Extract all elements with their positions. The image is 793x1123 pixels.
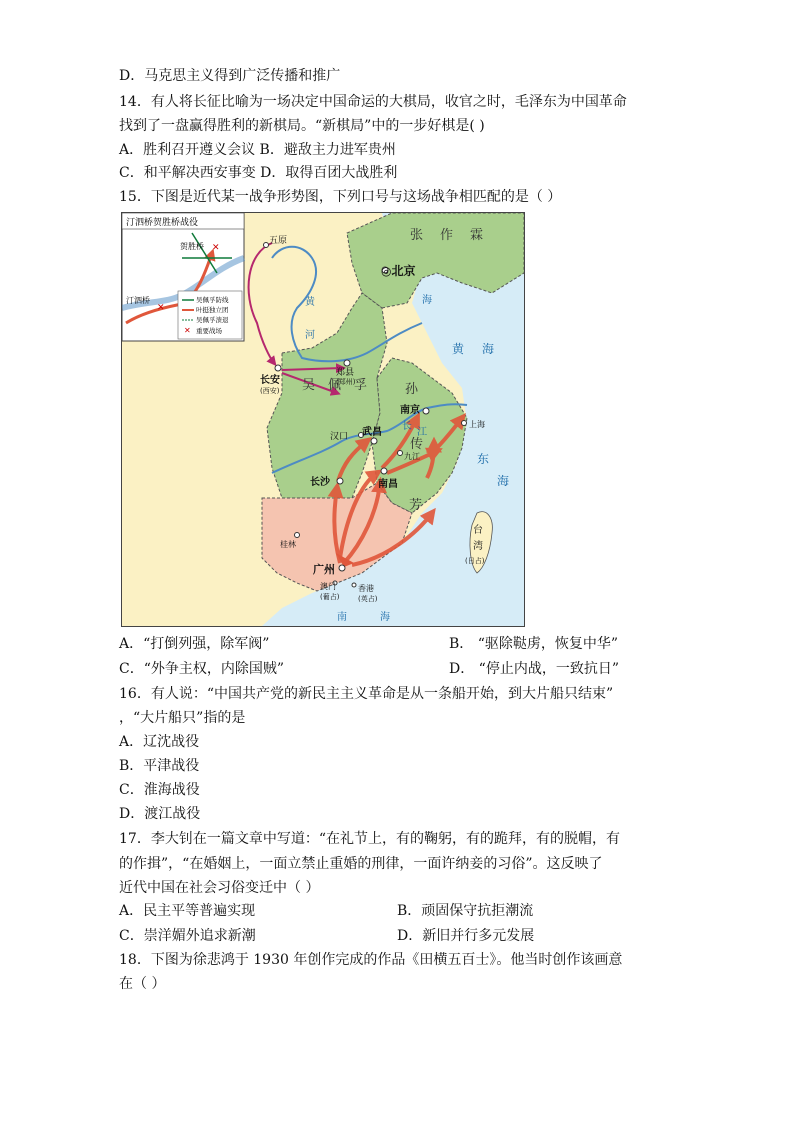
warlord-char-6: 孚 [354, 378, 368, 393]
q18-stem-1: 18．下图为徐悲鸿于 1930 年创作完成的作品《田横五百士》。他当时创作该画意 [119, 952, 623, 968]
water-label-4: 江 [417, 427, 427, 438]
warlord-char-9: 芳 [409, 498, 423, 513]
water-label-11: 海 [380, 612, 390, 623]
water-label-8: 东 [477, 452, 490, 466]
city-wuyuan: 五原 [269, 236, 288, 246]
city-changsha: 长沙 [310, 477, 330, 488]
q17-stem-1: 17．李大钊在一篇文章中写道：“在礼节上，有的鞠躬，有的跪拜，有的脱帽，有 [119, 831, 620, 847]
svg-text:✕: ✕ [184, 326, 191, 335]
q17-option-c: C．崇洋媚外追求新潮 [119, 928, 256, 944]
inset-battle-marker-2: ✕ [157, 303, 165, 313]
warlord-char-7: 孙 [405, 382, 419, 397]
city-xian: (西安) [260, 387, 280, 395]
water-label-5: 黄 [452, 342, 465, 356]
q14-stem-2: 找到了一盘赢得胜利的新棋局。“新棋局”中的一步好棋是( ) [119, 118, 485, 134]
city-jiujiang: 九江 [404, 452, 420, 461]
taiwan-label-1: 台 [473, 525, 483, 536]
q15-option-b: B． “驱除鞑虏，恢复中华” [449, 636, 619, 652]
warlord-char-2: 作 [440, 228, 454, 243]
q14-stem-1: 14．有人将长征比喻为一场决定中国命运的大棋局，收官之时，毛泽东为中国革命 [119, 94, 627, 110]
inset-title: 汀泗桥贺胜桥战役 [126, 218, 199, 228]
option-d-prev: D．马克思主义得到广泛传播和推广 [119, 68, 341, 84]
city-hongkong-note: (英占) [358, 595, 378, 603]
city-hongkong: 香港 [358, 584, 374, 593]
warlord-char-3: 霖 [470, 228, 484, 243]
water-label-10: 南 [337, 612, 347, 623]
warlord-char-5: 佩 [328, 378, 342, 393]
inset-place-heshengqiao: 贺胜桥 [180, 242, 204, 251]
water-label-6: 海 [482, 342, 495, 356]
q17-option-a: A．民主平等普遍实现 [119, 903, 256, 919]
city-beijing: ◎北京 [381, 264, 416, 278]
q16-option-b: B．平津战役 [119, 758, 200, 774]
q14-options-cd: C．和平解决西安事变 D．取得百团大战胜利 [119, 165, 398, 181]
water-label-3: 长 [402, 421, 412, 432]
q14-options-ab: A．胜利召开遵义会议 B．避敌主力进军贵州 [119, 142, 396, 158]
city-shanghai: 上海 [469, 420, 485, 429]
inset-legend-2: 叶挺独立团 [196, 306, 229, 314]
q17-stem-2: 的作揖”，“在婚姻上，一面立禁止重婚的刑律，一面许纳妾的习俗”。这反映了 [119, 856, 603, 872]
taiwan-note: (日占) [465, 557, 485, 565]
q15-option-a: A．“打倒列强，除军阀” [119, 636, 270, 652]
inset-map [122, 213, 244, 341]
city-zhengzhou: (郑州) [336, 378, 356, 386]
q16-stem-1: 16．有人说：“中国共产党的新民主主义革命是从一条船开始，到大片船只结束” [119, 686, 614, 702]
warlord-char-1: 张 [410, 228, 424, 243]
water-label-2: 河 [305, 330, 315, 341]
city-guangzhou: 广州 [313, 563, 335, 576]
q16-option-d: D．渡江战役 [119, 806, 201, 822]
q15-option-d: D． “停止内战，一致抗日” [449, 661, 619, 677]
city-guilin: 桂林 [280, 540, 296, 549]
city-zhengxian: 郑县 [336, 368, 355, 378]
q18-stem-2: 在（ ） [119, 976, 166, 992]
warlord-char-4: 吴 [302, 378, 316, 393]
warlord-char-8: 传 [410, 437, 424, 452]
city-macau-note: (葡占) [320, 593, 340, 601]
war-situation-map [121, 212, 525, 627]
water-label-7: 海 [422, 295, 432, 306]
city-hankou: 汉口 [330, 432, 349, 442]
city-nanchang: 南昌 [378, 479, 398, 490]
q15-stem: 15．下图是近代某一战争形势图，下列口号与这场战争相匹配的是（ ） [119, 189, 562, 205]
city-wuchang: 武昌 [362, 427, 382, 438]
inset-legend-4: 重要战场 [196, 327, 222, 335]
city-nanjing: 南京 [400, 405, 420, 416]
inset-legend-1: 吴佩孚防线 [196, 296, 229, 304]
q17-stem-3: 近代中国在社会习俗变迁中（ ） [119, 880, 320, 896]
q17-option-b: B．顽固保守抗拒潮流 [397, 903, 534, 919]
q16-option-c: C．淮海战役 [119, 782, 200, 798]
city-macau: 澳门 [320, 582, 336, 591]
water-label-1: 黄 [305, 297, 315, 308]
q16-stem-2: ，“大片船只”指的是 [119, 710, 246, 726]
water-label-9: 海 [497, 474, 510, 488]
inset-legend-3: 吴佩孚溃退 [196, 316, 229, 324]
q16-option-a: A．辽沈战役 [119, 734, 200, 750]
q15-option-c: C．“外争主权，内除国贼” [119, 661, 285, 677]
taiwan-label-2: 湾 [473, 541, 483, 552]
city-changan: 长安 [260, 375, 280, 386]
inset-battle-marker-1: ✕ [212, 243, 220, 253]
q17-option-d: D．新旧并行多元发展 [397, 928, 535, 944]
inset-place-tingsiqiao: 汀泗桥 [126, 296, 150, 305]
